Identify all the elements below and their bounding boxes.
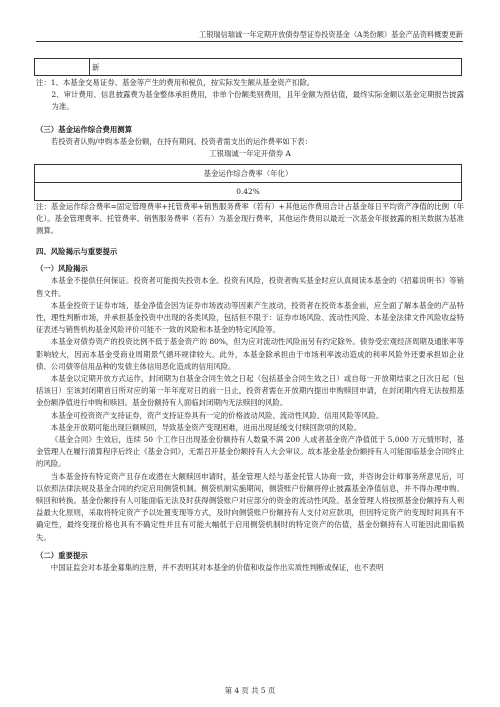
risk-paragraph: 当本基金持有特定资产且存在或潜在大额赎回申请时，基金管理人经与基金托管人协商一致，并咨询会计师事务所意见后，可以依照法律法规及基金合同的约定启用侧袋机制。侧袋机制实施期间，侧袋账户份额将停止披露基金净值信息，并不得办理申购、赎回和转换。基金份额持有人可能面临无法及时获得侧袋账户对应部分的资金的流动性风险。基金管理人将按照基金份额持有人利益最大化原则，采取将特定资产予以处置变现等方式，及时向侧袋账户份额持有人支付对应款项，但因特定资产的变现时间具有不确定性，最终变现价格也具有不确定性并且有可能大幅低于启用侧袋机制时的特定资产的估值，基金份额持有人可能因此面临损失。 xyxy=(36,471,464,542)
risk-paragraph: 本基金投资于证券市场，基金净值会因为证券市场波动等因素产生波动，投资者在投资本基金前，应全面了解本基金的产品特性，理性判断市场，并承担基金投资中出现的各类风险，包括但不限于：证券市场风险、流动性风险、本基金法律文件风险收益特征表述与销售机构基金风险评价可能不一致的风险和本基金的特定风险等。 xyxy=(36,300,464,335)
section-three xyxy=(36,124,464,161)
important-tips-paragraph: 中国证监会对本基金募集的注册，并不表明其对本基金的价值和收益作出实质性判断或保证，也不表明 xyxy=(50,563,384,573)
section-three-intro: 若投资者认购/申购本基金份额，在持有期间，投资者需支出的运作费率如下表： xyxy=(50,137,312,147)
operating-fee-note: 注：基金运作综合费率=固定管理费率+托管费率+销售服务费率（若有）+其他运作费用合计占基金每日平均资产净值的比例（年化）。基金管理费率、托管费率、销售服务费率（若有）为基金现行费率，其他运作费用以最近一次基金年报披露的相关数据为基准测算。 xyxy=(36,202,464,236)
note-line-1: 注：1、本基金交易证券、基金等产生的费用和税负，按实际发生额从基金资产扣除。 xyxy=(36,78,315,87)
section-four-heading: 四、风险揭示与重要提示 xyxy=(36,247,118,256)
table-header-cell: 基金运作综合费率（年化） xyxy=(35,165,462,183)
risk-paragraph: 本基金不提供任何保证。投资者可能损失投资本金。投资有风险，投资者购买基金时应认真阅读本基金的《招募说明书》等销售文件。 xyxy=(36,276,464,298)
section-three-heading: （三）基金运作综合费用测算 xyxy=(36,125,133,134)
table-cell xyxy=(35,59,90,76)
risk-paragraph: 本基金以定期开放方式运作，封闭期为自基金合同生效之日起（包括基金合同生效之日）或自每一开放期结束之日次日起（包括该日）至该封闭期首日所对应的第一年年度对日的前一日止，投资者需在开放期内提出申购赎回申请，在封闭期内将无法按照基金份额净值进行申购和赎回。基金份额持有人面临封闭期内无法赎回的风险。 xyxy=(36,374,464,408)
fee-notes xyxy=(36,77,464,114)
table-caption: 工银瑞诚一年定开债券 A xyxy=(209,149,291,159)
risk-paragraph: 本基金开放期可能出现巨额赎回，导致基金资产变现困难，进而出现延缓支付赎回款项的风险。 xyxy=(50,422,362,432)
important-tips-heading: （二）重要提示 xyxy=(36,550,88,560)
table-row xyxy=(35,183,462,201)
table-value-cell: 0.42% xyxy=(35,183,462,201)
header-divider xyxy=(36,41,463,42)
table-row xyxy=(35,59,462,76)
risk-paragraph: 本基金可投资资产支持证券，资产支持证券具有一定的价格波动风险、流动性风险、信用风险等风险。 xyxy=(50,410,384,420)
section-three-note xyxy=(36,201,464,238)
section-four xyxy=(36,246,464,574)
operating-fee-table xyxy=(34,164,462,201)
risk-disclosure-heading: （一）风险揭示 xyxy=(36,264,88,274)
table-cell: 新 xyxy=(90,59,462,76)
fee-table-fragment xyxy=(34,58,462,76)
table-row xyxy=(35,165,462,183)
risk-paragraph: 《基金合同》生效后，连续 50 个工作日出现基金份额持有人数量不满 200 人或者基金资产净值低于 5,000 万元情形时，基金管理人在履行清算程序后终止《基金合同》，无需召开基金份额持有人大会审议。故本基金基金份额持有人可能面临基金合同终止的风险。 xyxy=(36,435,464,469)
page-number: 第 4 页 共 5 页 xyxy=(224,686,276,695)
document-header: 工银瑞信瑞诚一年定期开放债券型证券投资基金（A类份额）基金产品资料概要更新 xyxy=(199,30,463,39)
note-line-2: 2、审计费用、信息披露费为基金整体承担费用，非单个份额类别费用，且年金额为预估值，最终实际金额以基金定期报告披露为准。 xyxy=(51,90,464,112)
risk-paragraph: 本基金对债券资产的投资比例不低于基金资产的 80%，但为应对流动性风险而另有约定除外。债券受宏观经济周期及通胀率等影响较大，因而本基金受商业周期景气循环规律较大。此外，本基金除承担由于市场利率波动造成的利率风险外还要承担如企业债、公司债等信用品种的发债主体信用恶化造成的信用风险。 xyxy=(36,337,464,371)
